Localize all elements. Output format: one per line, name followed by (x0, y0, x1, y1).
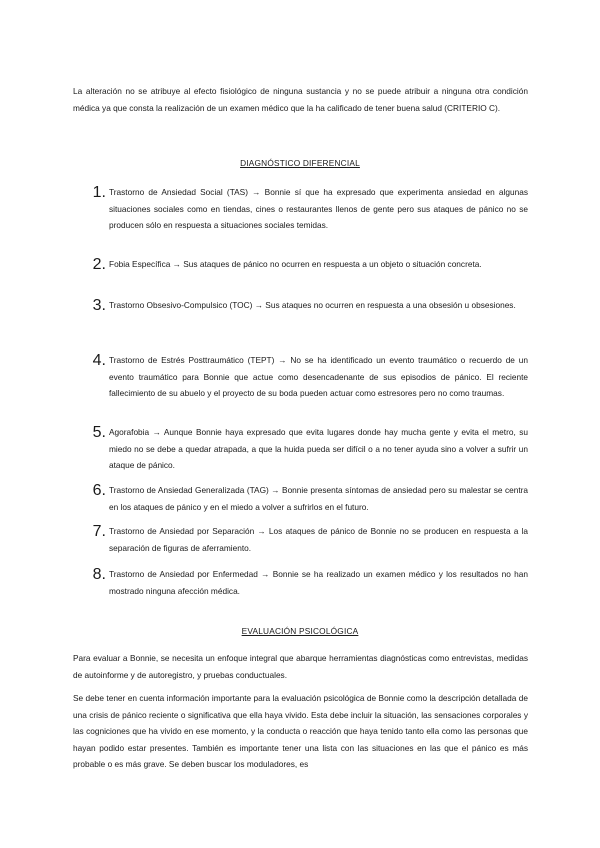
list-number: 5. (92, 424, 106, 441)
list-item (92, 566, 528, 599)
list-number: 4. (92, 352, 106, 369)
list-item-text: Fobia Específica → Sus ataques de pánico no ocurren en respuesta a un objeto o situación concreta. (109, 259, 482, 269)
list-item (92, 523, 528, 556)
list-item-text: Trastorno Obsesivo-Compulsico (TOC) → Sus ataques no ocurren en respuesta a una obsesión u obsesiones. (109, 300, 516, 310)
list-number: 2. (92, 256, 106, 273)
list-item (92, 352, 528, 402)
body-paragraph: Se debe tener en cuenta información importante para la evaluación psicológica de Bonnie como la descripción detallada de una crisis de pánico reciente o significativa que ella haya vivido. Esta debe incluir la situación, las sensaciones corporales y las cogniciones que ha vivido en ese momento, y la conducta o reacción que haya tenido tanto ella como las personas que hayan podido estar presentes. También es importante tener una lista con las situaciones en las que el pánico es más probable o es más grave. Se deben buscar los moduladores, es (73, 693, 528, 769)
list-item (92, 424, 528, 474)
list-item-text: Trastorno de Ansiedad por Enfermedad → Bonnie se ha realizado un examen médico y los resultados no han mostrado ninguna afección médica. (109, 569, 528, 596)
body-paragraph: Para evaluar a Bonnie, se necesita un enfoque integral que abarque herramientas diagnósticas como entrevistas, medidas de autoinforme y de autoregistro, y pruebas conductuales. (73, 653, 528, 680)
list-item-text: Trastorno de Ansiedad Social (TAS) → Bonnie sí que ha expresado que experimenta ansiedad en algunas situaciones sociales como en tiendas, cines o restaurantes llenos de gente pero sus ataques de pánico no se producen sólo en respuesta a situaciones sociales temidas. (109, 187, 528, 230)
list-item (92, 482, 528, 515)
list-number: 7. (92, 523, 106, 540)
list-item-text: Agorafobia → Aunque Bonnie haya expresado que evita lugares donde hay mucha gente y evita el metro, su miedo no se debe a quedar atrapada, a que la huida pueda ser difícil o a no tener ayuda sino a volver a sufrir un ataque de pánico. (109, 427, 528, 470)
section-heading-diagnostico: DIAGNÓSTICO DIFERENCIAL (240, 158, 360, 168)
list-number: 8. (92, 566, 106, 583)
list-item (92, 297, 528, 314)
list-item (92, 184, 528, 234)
list-number: 3. (92, 297, 106, 314)
list-item (92, 256, 528, 273)
list-item-text: Trastorno de Estrés Posttraumático (TEPT) → No se ha identificado un evento traumático o recuerdo de un evento traumático para Bonnie que actue como desencadenante de sus episodios de pánico. El reciente fallecimiento de su abuelo y el proyecto de su boda pueden actuar como estresores pero no como traumas. (109, 355, 528, 398)
list-item-text: Trastorno de Ansiedad Generalizada (TAG) → Bonnie presenta síntomas de ansiedad pero su malestar se centra en los ataques de pánico y en el miedo a volver a sufrirlos en el futuro. (109, 485, 528, 512)
intro-paragraph: La alteración no se atribuye al efecto fisiológico de ninguna sustancia y no se puede atribuir a ninguna otra condición médica ya que consta la realización de un examen médico que la ha calificado de tener buena salud (CRITERIO C). (73, 86, 528, 113)
list-item-text: Trastorno de Ansiedad por Separación → Los ataques de pánico de Bonnie no se producen en respuesta a la separación de figuras de aferramiento. (109, 526, 528, 553)
list-number: 1. (92, 184, 106, 201)
list-number: 6. (92, 482, 106, 499)
section-heading-evaluacion: EVALUACIÓN PSICOLÓGICA (241, 626, 359, 636)
